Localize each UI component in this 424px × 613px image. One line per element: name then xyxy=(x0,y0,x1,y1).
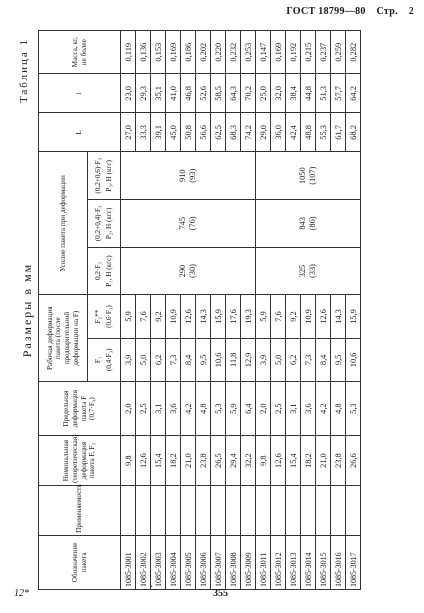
footer-dot: · xyxy=(150,582,154,593)
cell-f2: 5,9 xyxy=(256,295,271,338)
force-kgs: (86) xyxy=(308,216,317,231)
cell-L: 29,0 xyxy=(256,113,271,152)
cell-f1: 3,9 xyxy=(121,338,136,381)
cell-nominal: 12,6 xyxy=(136,436,151,486)
table-row xyxy=(331,31,346,590)
cell-applicability xyxy=(166,486,181,536)
cell-designation: 1085-3014 xyxy=(301,535,316,589)
col-p2 xyxy=(88,200,121,248)
cell-f1: 8,4 xyxy=(181,338,196,381)
cell-l: 44,8 xyxy=(301,74,316,113)
cell-L: 56,6 xyxy=(196,113,211,152)
cell-f1: 10,6 xyxy=(211,338,226,381)
cell-mass: 0,282 xyxy=(346,31,361,74)
cell-f2: 17,6 xyxy=(226,295,241,338)
cell-nominal: 9,8 xyxy=(121,436,136,486)
page-number: 2 xyxy=(408,6,414,17)
cell-applicability xyxy=(211,486,226,536)
cell-max-deformation: 5,3 xyxy=(211,382,226,436)
cell-f2: 12,6 xyxy=(181,295,196,338)
cell-f1: 12,9 xyxy=(241,338,256,381)
cell-max-deformation: 3,1 xyxy=(286,382,301,436)
col-p3 xyxy=(88,152,121,200)
f2-label: F₂** xyxy=(94,309,103,324)
footer-left: 12* xyxy=(14,588,29,599)
force-value: 1050 xyxy=(297,167,307,185)
table-row xyxy=(196,31,211,590)
cell-l: 52,6 xyxy=(196,74,211,113)
f1-label: F₁ xyxy=(94,356,103,364)
cell-f2: 10,9 xyxy=(301,295,316,338)
cell-L: 39,1 xyxy=(151,113,166,152)
force-kgs: (33) xyxy=(308,264,317,279)
col-f2 xyxy=(88,295,121,338)
cell-f1: 10,6 xyxy=(346,338,361,381)
col-L: L xyxy=(39,113,121,152)
cell-force-p2 xyxy=(121,200,256,248)
cell-applicability xyxy=(241,486,256,536)
cell-mass: 0,147 xyxy=(256,31,271,74)
cell-f2: 15,9 xyxy=(346,295,361,338)
force-kgs: (93) xyxy=(188,168,197,183)
cell-nominal: 21,0 xyxy=(181,436,196,486)
cell-nominal: 29,4 xyxy=(226,436,241,486)
cell-designation: 1085-3016 xyxy=(331,535,346,589)
cell-max-deformation: 5,9 xyxy=(226,382,241,436)
cell-nominal: 15,4 xyxy=(286,436,301,486)
col-designation: Обозначение пакета xyxy=(39,535,121,589)
cell-L: 45,0 xyxy=(166,113,181,152)
spec-table xyxy=(38,30,361,590)
cell-max-deformation: 4,8 xyxy=(196,382,211,436)
cell-l: 57,7 xyxy=(331,74,346,113)
cell-designation: 1085-3009 xyxy=(241,535,256,589)
page-header xyxy=(278,6,414,17)
cell-applicability xyxy=(151,486,166,536)
cell-nominal: 23,8 xyxy=(196,436,211,486)
section-title: Размеры в мм xyxy=(20,262,34,358)
cell-designation: 1085-3012 xyxy=(271,535,286,589)
cell-designation: 1085-3005 xyxy=(181,535,196,589)
col-max-deformation: Предельная деформация пакета F (0,7·F₃) xyxy=(39,382,121,436)
cell-force-p1 xyxy=(121,247,256,295)
cell-mass: 0,169 xyxy=(271,31,286,74)
cell-f2: 14,3 xyxy=(196,295,211,338)
cell-nominal: 18,2 xyxy=(166,436,181,486)
cell-mass: 0,215 xyxy=(301,31,316,74)
cell-f1: 3,9 xyxy=(256,338,271,381)
cell-f2: 5,9 xyxy=(121,295,136,338)
cell-max-deformation: 3,6 xyxy=(166,382,181,436)
cell-designation: 1085-3013 xyxy=(286,535,301,589)
table-row xyxy=(136,31,151,590)
cell-f2: 14,3 xyxy=(331,295,346,338)
cell-force-p3 xyxy=(121,152,256,200)
cell-f1: 11,8 xyxy=(226,338,241,381)
cell-max-deformation: 5,3 xyxy=(346,382,361,436)
table-label: Таблица 1 xyxy=(18,38,30,104)
cell-applicability xyxy=(316,486,331,536)
col-l: l xyxy=(39,74,121,113)
cell-designation: 1085-3015 xyxy=(316,535,331,589)
table-row xyxy=(301,31,316,590)
cell-L: 33,3 xyxy=(136,113,151,152)
cell-designation: 1085-3017 xyxy=(346,535,361,589)
cell-L: 68,2 xyxy=(346,113,361,152)
cell-max-deformation: 2,5 xyxy=(136,382,151,436)
cell-applicability xyxy=(331,486,346,536)
cell-max-deformation: 4,8 xyxy=(331,382,346,436)
cell-l: 35,1 xyxy=(151,74,166,113)
cell-designation: 1085-3008 xyxy=(226,535,241,589)
force-value: 843 xyxy=(297,217,307,230)
cell-f1: 7,3 xyxy=(301,338,316,381)
cell-l: 70,2 xyxy=(241,74,256,113)
p1-sub: P₁, Н (кгс) xyxy=(105,255,113,287)
cell-l: 64,3 xyxy=(226,74,241,113)
col-p1 xyxy=(88,247,121,295)
cell-mass: 0,192 xyxy=(286,31,301,74)
cell-L: 55,3 xyxy=(316,113,331,152)
cell-f2: 7,6 xyxy=(271,295,286,338)
table-row xyxy=(211,31,226,590)
cell-max-deformation: 2,0 xyxy=(256,382,271,436)
cell-L: 50,8 xyxy=(181,113,196,152)
cell-designation: 1085-3007 xyxy=(211,535,226,589)
cell-l: 41,0 xyxy=(166,74,181,113)
cell-nominal: 12,6 xyxy=(271,436,286,486)
cell-f2: 9,2 xyxy=(151,295,166,338)
cell-designation: 1085-3011 xyxy=(256,535,271,589)
cell-mass: 0,153 xyxy=(151,31,166,74)
cell-L: 68,3 xyxy=(226,113,241,152)
cell-applicability xyxy=(136,486,151,536)
cell-f1: 6,2 xyxy=(151,338,166,381)
table-row xyxy=(226,31,241,590)
cell-max-deformation: 3,6 xyxy=(301,382,316,436)
table-row xyxy=(256,31,271,590)
p3-label: (0,2+0,6)·F₃ xyxy=(94,157,103,194)
force-value: 910 xyxy=(177,169,187,182)
cell-L: 62,5 xyxy=(211,113,226,152)
cell-l: 23,0 xyxy=(121,74,136,113)
cell-max-deformation: 3,1 xyxy=(151,382,166,436)
cell-f2: 10,9 xyxy=(166,295,181,338)
col-f1 xyxy=(88,338,121,381)
cell-mass: 0,186 xyxy=(181,31,196,74)
cell-nominal: 23,8 xyxy=(331,436,346,486)
p3-sub: P₃, Н (кгс) xyxy=(105,159,113,192)
col-working-group: Рабочая деформация пакета (после предварительной деформации на F) xyxy=(39,295,88,382)
table-row xyxy=(271,31,286,590)
cell-applicability xyxy=(286,486,301,536)
cell-applicability xyxy=(301,486,316,536)
cell-L: 36,0 xyxy=(271,113,286,152)
cell-designation: 1085-3004 xyxy=(166,535,181,589)
force-kgs: (107) xyxy=(308,166,317,185)
cell-max-deformation: 2,0 xyxy=(121,382,136,436)
cell-designation: 1085-3002 xyxy=(136,535,151,589)
cell-mass: 0,136 xyxy=(136,31,151,74)
table-row xyxy=(316,31,331,590)
cell-f2: 15,9 xyxy=(211,295,226,338)
table-row xyxy=(121,31,136,590)
col-applicability: Применяемость xyxy=(39,486,121,536)
col-nominal: Номинальная (теоретическая) деформация пакета F, F₃ xyxy=(39,436,121,486)
cell-f2: 9,2 xyxy=(286,295,301,338)
col-force-group: Усилие пакета при деформации xyxy=(39,152,88,295)
cell-designation: 1085-3003 xyxy=(151,535,166,589)
cell-nominal: 18,2 xyxy=(301,436,316,486)
cell-nominal: 21,0 xyxy=(316,436,331,486)
table-row xyxy=(286,31,301,590)
cell-applicability xyxy=(196,486,211,536)
p2-sub: P₂, Н (кгс) xyxy=(105,207,113,240)
table-row xyxy=(241,31,256,590)
f1-sub: (0,4·F₃) xyxy=(105,348,113,372)
cell-max-deformation: 4,2 xyxy=(316,382,331,436)
force-value: 290 xyxy=(177,264,187,278)
cell-l: 29,3 xyxy=(136,74,151,113)
cell-L: 42,4 xyxy=(286,113,301,152)
cell-mass: 0,253 xyxy=(241,31,256,74)
cell-f1: 8,4 xyxy=(316,338,331,381)
cell-force-p2 xyxy=(256,200,361,248)
cell-f1: 9,5 xyxy=(196,338,211,381)
cell-f1: 7,3 xyxy=(166,338,181,381)
cell-mass: 0,237 xyxy=(316,31,331,74)
cell-applicability xyxy=(181,486,196,536)
cell-f1: 5,0 xyxy=(271,338,286,381)
force-value: 745 xyxy=(177,217,187,230)
cell-force-p3 xyxy=(256,152,361,200)
col-mass: Масса, кг, не более xyxy=(39,31,121,74)
cell-nominal: 9,8 xyxy=(256,436,271,486)
cell-applicability xyxy=(256,486,271,536)
cell-nominal: 32,2 xyxy=(241,436,256,486)
cell-max-deformation: 2,5 xyxy=(271,382,286,436)
cell-mass: 0,169 xyxy=(166,31,181,74)
cell-f1: 6,2 xyxy=(286,338,301,381)
cell-L: 27,0 xyxy=(121,113,136,152)
page-label: Стр. xyxy=(376,6,398,17)
cell-l: 64,2 xyxy=(346,74,361,113)
cell-max-deformation: 4,2 xyxy=(181,382,196,436)
table-row xyxy=(346,31,361,590)
rotated-table-block xyxy=(14,30,409,590)
force-kgs: (76) xyxy=(188,216,197,231)
cell-designation: 1085-3001 xyxy=(121,535,136,589)
p2-label: (0,2+0,4)·F₃ xyxy=(94,205,103,242)
cell-mass: 0,202 xyxy=(196,31,211,74)
cell-mass: 0,232 xyxy=(226,31,241,74)
cell-f2: 12,6 xyxy=(316,295,331,338)
cell-mass: 0,119 xyxy=(121,31,136,74)
cell-applicability xyxy=(271,486,286,536)
cell-l: 46,8 xyxy=(181,74,196,113)
cell-l: 25,0 xyxy=(256,74,271,113)
table-body xyxy=(121,31,361,590)
cell-f2: 7,6 xyxy=(136,295,151,338)
cell-applicability xyxy=(346,486,361,536)
cell-L: 48,8 xyxy=(301,113,316,152)
footer-page-number: 355 xyxy=(213,588,228,599)
force-value: 325 xyxy=(297,264,307,278)
cell-designation: 1085-3006 xyxy=(196,535,211,589)
cell-applicability xyxy=(226,486,241,536)
table-row xyxy=(151,31,166,590)
cell-max-deformation: 6,4 xyxy=(241,382,256,436)
cell-f2: 19,3 xyxy=(241,295,256,338)
table-row xyxy=(166,31,181,590)
cell-mass: 0,259 xyxy=(331,31,346,74)
cell-nominal: 26,6 xyxy=(346,436,361,486)
cell-L: 74,2 xyxy=(241,113,256,152)
f2-sub: (0,6·F₃) xyxy=(105,305,113,328)
table-row xyxy=(181,31,196,590)
p1-label: 0,2·F₃ xyxy=(94,262,103,280)
force-kgs: (30) xyxy=(188,264,197,279)
cell-applicability xyxy=(121,486,136,536)
cell-nominal: 26,5 xyxy=(211,436,226,486)
cell-f1: 5,0 xyxy=(136,338,151,381)
cell-l: 32,0 xyxy=(271,74,286,113)
cell-force-p1 xyxy=(256,247,361,295)
cell-l: 51,3 xyxy=(316,74,331,113)
cell-l: 38,4 xyxy=(286,74,301,113)
cell-f1: 9,5 xyxy=(331,338,346,381)
cell-l: 58,5 xyxy=(211,74,226,113)
cell-mass: 0,220 xyxy=(211,31,226,74)
gost-number: ГОСТ 18799—80 xyxy=(286,6,366,17)
cell-L: 61,7 xyxy=(331,113,346,152)
cell-nominal: 15,4 xyxy=(151,436,166,486)
